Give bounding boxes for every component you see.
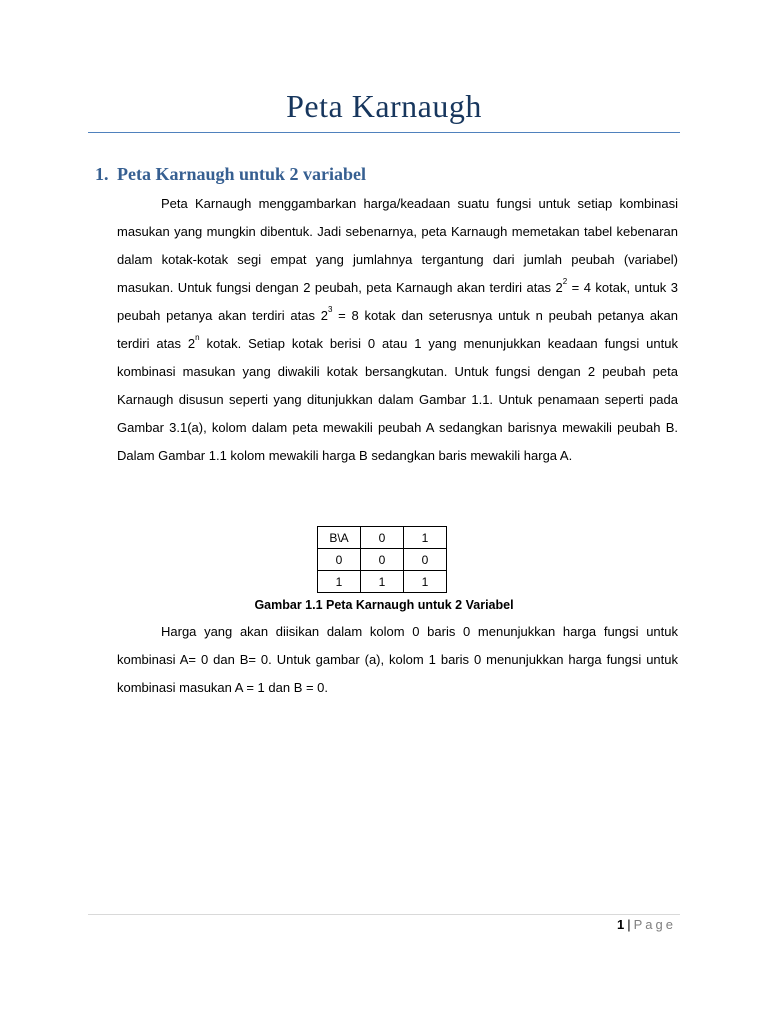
title-divider xyxy=(88,132,680,133)
page-title: Peta Karnaugh xyxy=(286,88,482,124)
page-label: Page xyxy=(633,917,676,932)
kmap-cell: 0 xyxy=(404,549,447,571)
footer-separator: | xyxy=(627,917,631,932)
karnaugh-map-table xyxy=(317,526,447,593)
page-footer xyxy=(617,917,676,932)
section-number: 1. xyxy=(95,164,109,184)
paragraph-1 xyxy=(117,190,678,470)
paragraph-1-part2: = 4 kotak, untuk 3 peubah petanya akan terdiri atas 2 xyxy=(117,280,678,323)
kmap-header-cell: 0 xyxy=(361,527,404,549)
footer-divider xyxy=(88,914,680,915)
kmap-header-row xyxy=(318,527,447,549)
section-heading xyxy=(95,164,366,185)
paragraph-1-part4: kotak. Setiap kotak berisi 0 atau 1 yang menunjukkan keadaan fungsi untuk kombinasi masukan yang diwakili kotak bersangkutan. Untuk fungsi dengan 2 peubah peta Karnaugh disusun seperti yang ditunjukkan dalam Gambar 1.1. Untuk penamaan seperti pada Gambar 3.1(a), kolom dalam peta mewakili peubah A sedangkan barisnya mewakili peubah B. Dalam Gambar 1.1 kolom mewakili harga B sedangkan baris mewakili harga A. xyxy=(117,336,678,463)
kmap-row-label: 0 xyxy=(318,549,361,571)
kmap-row xyxy=(318,549,447,571)
kmap-row-label: 1 xyxy=(318,571,361,593)
kmap-corner-cell: B\A xyxy=(318,527,361,549)
paragraph-2 xyxy=(117,618,678,702)
superscript-3: 3 xyxy=(327,305,333,314)
kmap-cell: 1 xyxy=(404,571,447,593)
paragraph-2-text: Harga yang akan diisikan dalam kolom 0 baris 0 menunjukkan harga fungsi untuk kombinasi A= 0 dan B= 0. Untuk gambar (a), kolom 1 baris 0 menunjukkan harga fungsi untuk kombinasi masukan A = 1 dan B = 0. xyxy=(117,624,678,695)
paragraph-1-part3: = 8 kotak dan seterusnya untuk n peubah petanya akan terdiri atas 2 xyxy=(117,308,679,351)
kmap-cell: 1 xyxy=(361,571,404,593)
figure-caption: Gambar 1.1 Peta Karnaugh untuk 2 Variabel xyxy=(254,598,514,612)
page-number: 1 xyxy=(617,917,625,932)
superscript-n: n xyxy=(195,333,200,342)
kmap-header-cell: 1 xyxy=(404,527,447,549)
kmap-row xyxy=(318,571,447,593)
kmap-cell: 0 xyxy=(361,549,404,571)
paragraph-1-part1: Peta Karnaugh menggambarkan harga/keadaan suatu fungsi untuk setiap kombinasi masukan yang mungkin dibentuk. Jadi sebenarnya, peta Karnaugh memetakan tabel kebenaran dalam kotak-kotak segi empat yang jumlahnya tergantung dari jumlah peubah (variabel) masukan. Untuk fungsi dengan 2 peubah, peta Karnaugh akan terdiri atas 2 xyxy=(117,196,678,295)
superscript-2: 2 xyxy=(562,277,568,286)
section-heading-text: Peta Karnaugh untuk 2 variabel xyxy=(117,164,367,184)
